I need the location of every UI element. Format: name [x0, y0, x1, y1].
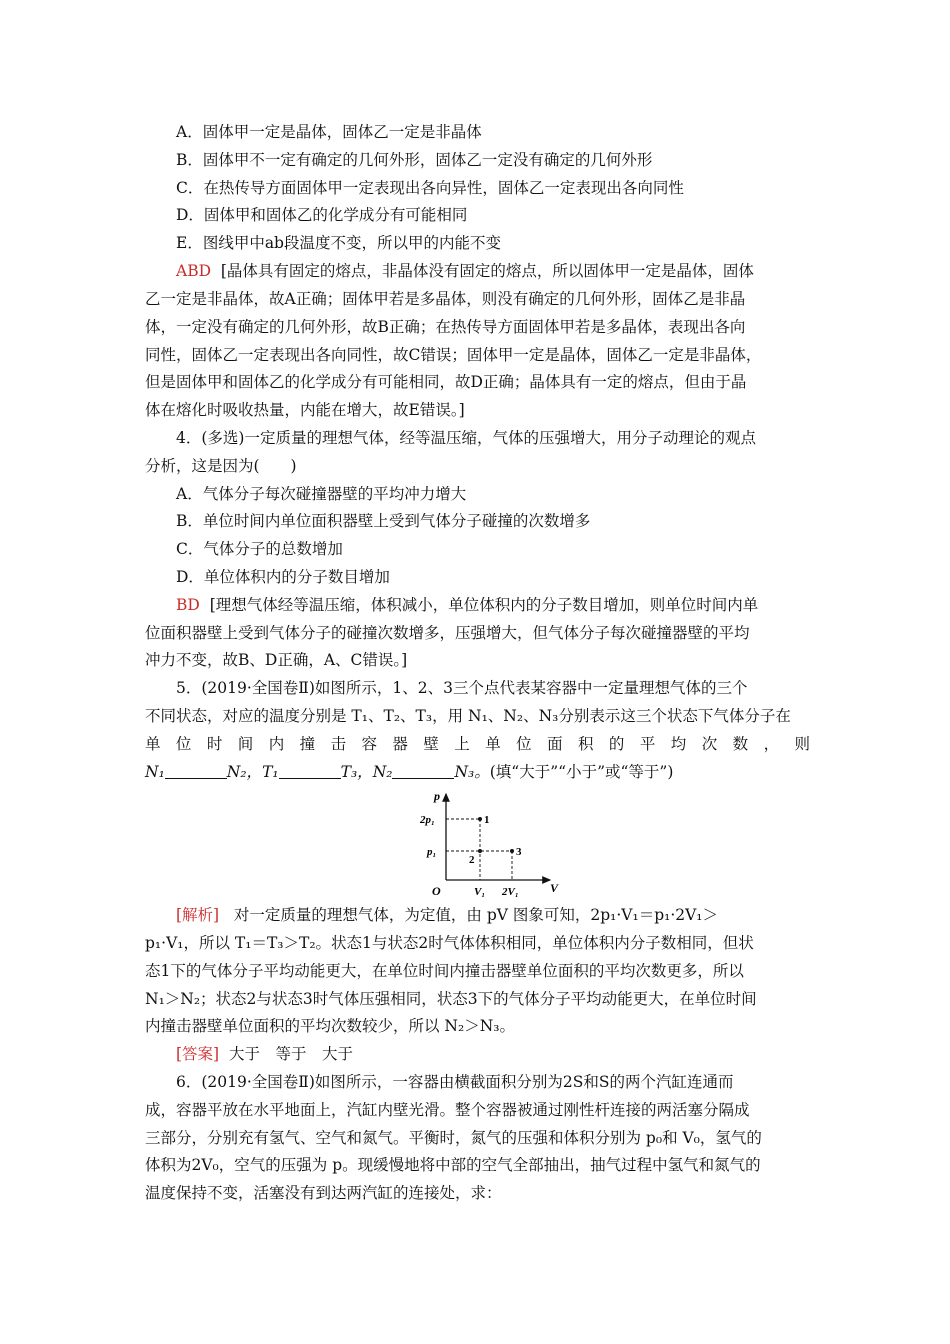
q4-explanation-line-1	[176, 595, 810, 615]
q3-option-b: B．固体甲不一定有确定的几何外形，固体乙一定没有确定的几何外形	[176, 151, 653, 169]
tick-v1: V₁	[474, 886, 486, 898]
point-label-1: 1	[484, 814, 490, 826]
fill-b2: T₃，	[340, 763, 373, 781]
q6-stem-line-2: 成，容器平放在水平地面上，汽缸内壁光滑。整个容器被通过刚性杆连接的两活塞分隔成	[145, 1101, 750, 1119]
q5-analysis-line-4: N₁＞N₂；状态2与状态3时气体压强相同，状态3下的气体分子平均动能更大，在单位时间	[145, 990, 757, 1008]
q3-option-c: C．在热传导方面固体甲一定表现出各向异性，固体乙一定表现出各向同性	[176, 179, 684, 197]
q5-answer-text: 大于 等于 大于	[228, 1045, 353, 1063]
q3-explanation-line-3: 体，一定没有确定的几何外形，故B正确；在热传导方面固体甲若是多晶体，表现出各向	[145, 318, 746, 336]
q6-stem-line-3: 三部分，分别充有氢气、空气和氮气。平衡时，氮气的压强和体积分别为 p₀和 V₀，氢气的	[145, 1129, 762, 1147]
q4-option-a: A．气体分子每次碰撞器壁的平均冲力增大	[176, 485, 467, 503]
tick-2v1: 2V₁	[502, 886, 519, 898]
fill-c2: N₃。	[454, 763, 490, 781]
pv-graph	[418, 788, 563, 898]
q5-stem-line-2: 不同状态，对应的温度分别是 T₁、T₂、T₃，用 N₁、N₂、N₃分别表示这三个状态下气体分子在	[145, 707, 791, 725]
q4-explanation-line-3: 冲力不变，故B、D正确，A、C错误。]	[145, 651, 408, 669]
q5-analysis-text-1: 对一定质量的理想气体，为定值，由 pV 图象可知，2p₁·V₁＝p₁·2V₁＞	[233, 906, 719, 924]
q5-analysis-line-1	[176, 905, 810, 925]
q3-explanation-line-1	[176, 261, 810, 281]
q3-explanation-line-2: 乙一定是非晶体，故A正确；固体甲若是多晶体，则没有确定的几何外形，固体乙是非晶	[145, 290, 746, 308]
y-axis-label: p	[434, 789, 440, 803]
q6-stem-line-4: 体积为2V₀，空气的压强为 p。现缓慢地将中部的空气全部抽出，抽气过程中氢气和氮气的	[145, 1156, 761, 1174]
point-label-3: 3	[516, 846, 522, 858]
q4-stem-line-2: 分析，这是因为( )	[145, 457, 297, 475]
tick-p1: p₁	[427, 846, 437, 858]
q5-fill-line	[145, 762, 810, 782]
origin-label: O	[432, 884, 441, 898]
q4-option-b: B．单位时间内单位面积器壁上受到气体分子碰撞的次数增多	[176, 512, 591, 530]
x-axis-label: V	[550, 881, 559, 895]
state-point-3	[510, 849, 514, 853]
fill-hint: (填“大于”“小于”或“等于”)	[489, 763, 674, 781]
q3-explanation-text-1: [晶体具有固定的熔点，非晶体没有固定的熔点，所以固体甲一定是晶体，固体	[220, 262, 754, 280]
blank-1[interactable]	[165, 764, 227, 779]
q3-option-e: E．图线甲中ab段温度不变，所以甲的内能不变	[176, 234, 501, 252]
q6-stem-line-5: 温度保持不变，活塞没有到达两汽缸的连接处，求：	[145, 1184, 502, 1202]
q5-stem-line-3: 单 位 时 间 内 撞 击 容 器 壁 上 单 位 面 积 的 平 均 次 数 ， 则	[145, 735, 810, 753]
state-point-2	[478, 849, 482, 853]
q3-explanation-line-4: 同性，固体乙一定表现出各向同性，故C错误；固体甲一定是晶体，固体乙一定是非晶体，	[145, 346, 762, 364]
fill-b1: T₁	[262, 763, 279, 781]
answer-label: [答案]	[176, 1045, 220, 1063]
q5-answer-line	[176, 1044, 810, 1064]
q5-analysis-line-2: p₁·V₁，所以 T₁＝T₃＞T₂。状态1与状态2时气体体积相同，单位体积内分子数相同，但状	[145, 934, 754, 952]
q4-answer-label: BD	[176, 596, 200, 614]
q6-stem-line-1: 6．(2019·全国卷Ⅱ)如图所示，一容器由横截面积分别为2S和S的两个汽缸连通而	[176, 1073, 734, 1091]
q3-explanation-line-6: 体在熔化时吸收热量，内能在增大，故E错误。]	[145, 401, 465, 419]
q5-stem-line-1: 5．(2019·全国卷Ⅱ)如图所示，1、2、3三个点代表某容器中一定量理想气体的三个	[176, 679, 748, 697]
q3-option-d: D．固体甲和固体乙的化学成分有可能相同	[176, 206, 468, 224]
q3-option-a: A．固体甲一定是晶体，固体乙一定是非晶体	[176, 123, 482, 141]
q5-analysis-line-3: 态1下的气体分子平均动能更大，在单位时间内撞击器壁单位面积的平均次数更多，所以	[145, 962, 744, 980]
state-point-1	[478, 817, 482, 821]
q3-explanation-line-5: 但是固体甲和固体乙的化学成分有可能相同，故D正确；晶体具有一定的熔点，但由于晶	[145, 373, 747, 391]
q4-explanation-text-1: [理想气体经等温压缩，体积减小，单位体积内的分子数目增加，则单位时间内单	[209, 596, 759, 614]
q4-option-c: C．气体分子的总数增加	[176, 540, 343, 558]
analysis-label: [解析]	[176, 906, 220, 924]
q4-explanation-line-2: 位面积器壁上受到气体分子的碰撞次数增多，压强增大，但气体分子每次碰撞器壁的平均	[145, 624, 750, 642]
point-label-2: 2	[469, 854, 475, 866]
q4-stem-line-1: 4．(多选)一定质量的理想气体，经等温压缩，气体的压强增大，用分子动理论的观点	[176, 429, 756, 447]
fill-a1: N₁	[145, 763, 165, 781]
q5-analysis-line-5: 内撞击器壁单位面积的平均次数较少，所以 N₂＞N₃。	[145, 1017, 515, 1035]
blank-3[interactable]	[392, 764, 454, 779]
fill-c1: N₂	[372, 763, 393, 781]
tick-2p1: 2p₁	[420, 814, 435, 826]
fill-a2: N₂，	[226, 763, 263, 781]
blank-2[interactable]	[279, 764, 341, 779]
q4-option-d: D．单位体积内的分子数目增加	[176, 568, 390, 586]
q3-answer-label: ABD	[176, 262, 212, 280]
